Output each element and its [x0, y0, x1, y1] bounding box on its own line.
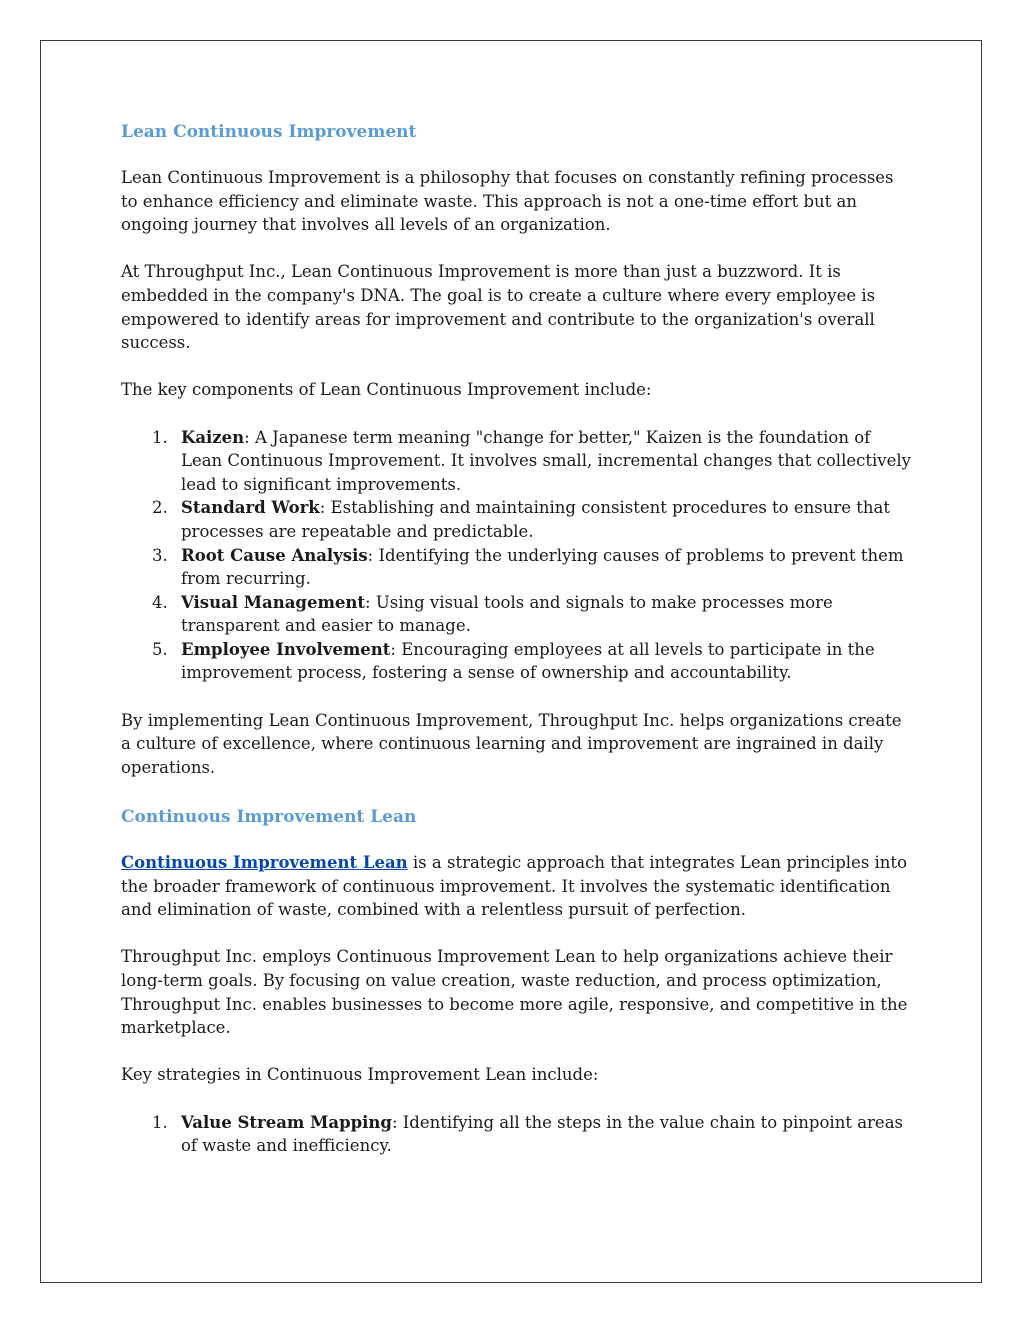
list-term: Root Cause Analysis [181, 545, 368, 565]
section-heading-lean-continuous-improvement: Lean Continuous Improvement [121, 122, 417, 142]
list-text: : Using visual tools and signals to make processes more transparent and easier to manage. [181, 592, 833, 636]
list-item [121, 496, 911, 543]
list-number: 1. [152, 1112, 168, 1132]
key-strategies-list [121, 1111, 911, 1158]
list-text: : A Japanese term meaning "change for better," Kaizen is the foundation of Lean Continuous Improvement. It involves small, incremental changes that collectively lead to significant improvements. [181, 427, 911, 494]
list-term: Visual Management [181, 592, 366, 612]
list-term: Employee Involvement [181, 639, 391, 659]
section-heading-continuous-improvement-lean: Continuous Improvement Lean [121, 807, 417, 828]
list-item [121, 638, 911, 685]
paragraph: Lean Continuous Improvement is a philosophy that focuses on constantly refining processes to enhance efficiency and eliminate waste. This approach is not a one-time effort but an ongoing journey that involves all levels of an organization. [121, 168, 894, 235]
continuous-improvement-lean-link[interactable]: Continuous Improvement Lean [121, 853, 408, 873]
list-item [121, 426, 911, 497]
paragraph: At Throughput Inc., Lean Continuous Improvement is more than just a buzzword. It is embedded in the company's DNA. The goal is to create a culture where every employee is empowered to identify areas for improvement and contribute to the organization's overall success. [121, 262, 876, 353]
list-text: : Identifying all the steps in the value chain to pinpoint areas of waste and inefficiency. [181, 1112, 904, 1156]
list-item [121, 1111, 911, 1158]
list-term: Standard Work [181, 498, 320, 518]
list-term: Value Stream Mapping [181, 1112, 392, 1132]
list-number: 1. [152, 427, 168, 447]
document-body [121, 118, 911, 1158]
list-item [121, 544, 911, 591]
list-number: 4. [152, 592, 168, 612]
paragraph [121, 851, 911, 922]
paragraph-text: is a strategic approach that integrates Lean principles into the broader framework of continuous improvement. It involves the systematic identification and elimination of waste, combined with a relentless pursuit of perfection. [121, 853, 907, 920]
list-number: 5. [152, 639, 168, 659]
list-term: Kaizen [181, 427, 245, 447]
paragraph: By implementing Lean Continuous Improvement, Throughput Inc. helps organizations create a culture of excellence, where continuous learning and improvement are ingrained in daily operations. [121, 710, 902, 777]
paragraph: The key components of Lean Continuous Improvement include: [121, 380, 652, 400]
list-number: 3. [152, 545, 168, 565]
list-number: 2. [152, 498, 168, 518]
list-text: : Encouraging employees at all levels to participate in the improvement process, fostering a sense of ownership and accountability. [181, 639, 875, 683]
paragraph: Throughput Inc. employs Continuous Improvement Lean to help organizations achieve their long-term goals. By focusing on value creation, waste reduction, and process optimization, Throughput Inc. enables businesses to become more agile, responsive, and competitive in the marketplace. [121, 947, 908, 1038]
paragraph: Key strategies in Continuous Improvement Lean include: [121, 1065, 599, 1085]
key-components-list [121, 426, 911, 686]
list-text: : Identifying the underlying causes of problems to prevent them from recurring. [181, 545, 904, 589]
list-item [121, 591, 911, 638]
list-text: : Establishing and maintaining consistent procedures to ensure that processes are repeatable and predictable. [181, 498, 890, 541]
